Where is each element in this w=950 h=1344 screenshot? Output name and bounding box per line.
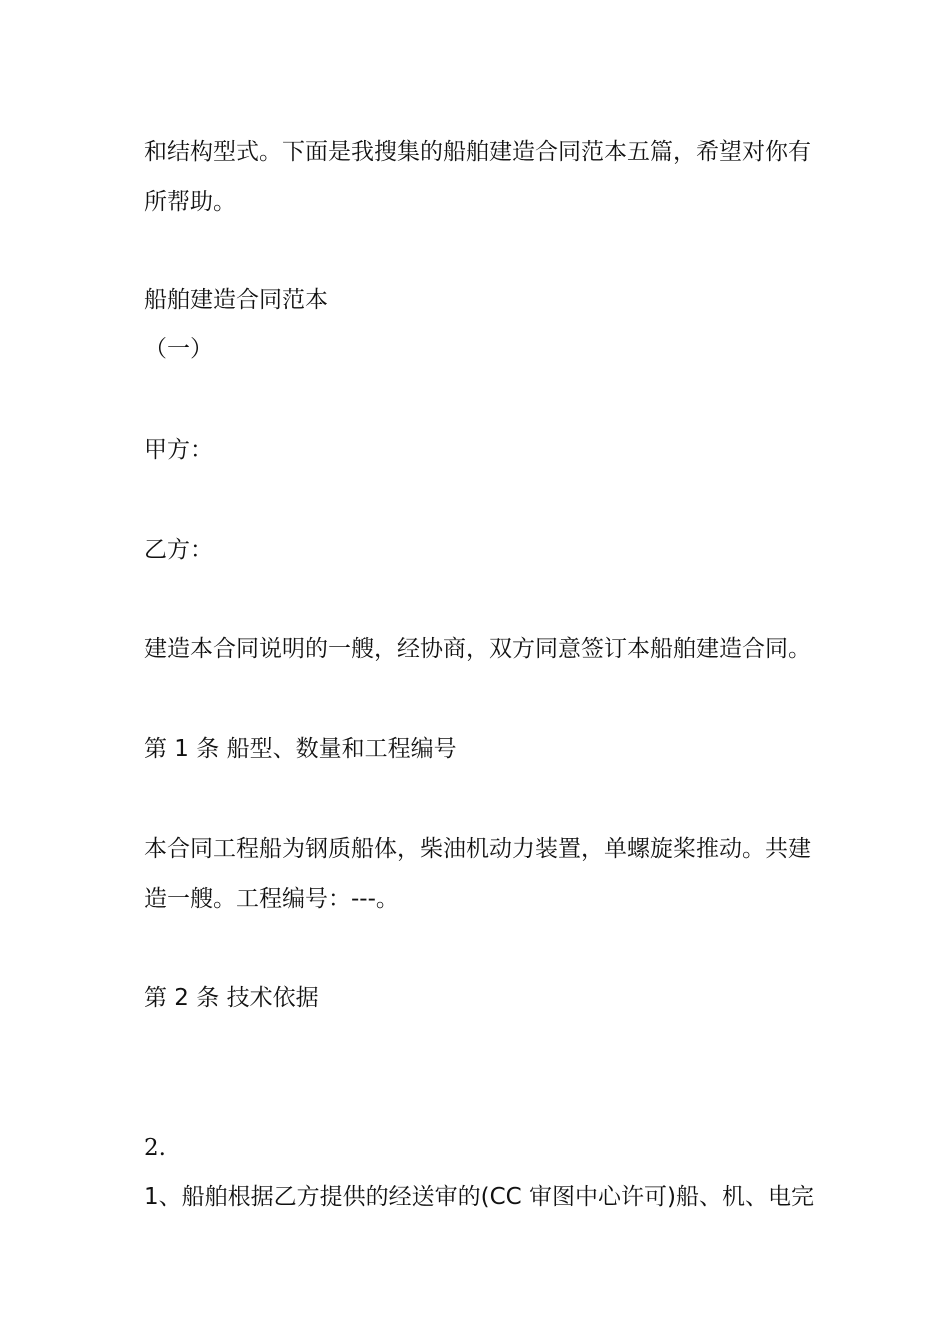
article-1-title: 第 1 条 船型、数量和工程编号 (144, 736, 457, 762)
intro-paragraph-line-1: 和结构型式。下面是我搜集的船舶建造合同范本五篇，希望对你有 (144, 139, 811, 165)
party-a-label: 甲方： (144, 437, 213, 463)
section-number: （一） (144, 336, 213, 362)
article-1-line-1: 本合同工程船为钢质船体，柴油机动力装置，单螺旋桨推动。共建 (144, 836, 811, 862)
article-1-line-2: 造一艘。工程编号：---。 (144, 886, 399, 912)
party-b-label: 乙方： (144, 537, 213, 563)
intro-paragraph-line-2: 所帮助。 (144, 189, 236, 215)
clause-1-line: 1、船舶根据乙方提供的经送审的(CC 审图中心许可)船、机、电完 (144, 1184, 815, 1210)
clause-number: 2. (144, 1135, 166, 1161)
section-title: 船舶建造合同范本 (144, 287, 328, 313)
article-2-title: 第 2 条 技术依据 (144, 985, 319, 1011)
preamble-paragraph: 建造本合同说明的一艘，经协商，双方同意签订本船舶建造合同。 (144, 636, 811, 662)
